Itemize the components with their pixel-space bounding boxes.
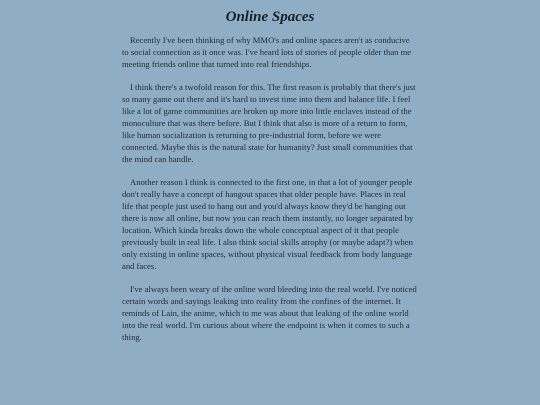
paragraph: I've always been weary of the online word bleeding into the real world. I've noticed certain words and sayings leaking into reality from the confines of the internet. It reminds of Lain, the anime, which to me was about that leaking of the online world into the real world. I'm curious about where the endpoint is when it comes to such a thing. bbox=[122, 284, 417, 342]
page-title: Online Spaces bbox=[225, 9, 315, 25]
paragraph: Recently I've been thinking of why MMO's and online spaces aren't as conducive to social connection as it once was. I've heard lots of stories of people older than me meeting friends online that turned into real friendships. bbox=[122, 35, 412, 69]
paragraph: I think there's a twofold reason for this. The first reason is probably that there's just so many game out there and it's hard to invest time into them and balance life. I feel like a lot of game communities are broken up more into little enclaves instead of the monoculture that was there before. But I think that also is more of a return to form, like human socialization is returning to pre-industrial form, before we were connected. Maybe this is the natural state for humanity? Just small communities that the mind can handle. bbox=[122, 82, 416, 164]
article-body bbox=[122, 34, 418, 343]
paragraph: Another reason I think is connected to the first one, in that a lot of younger people don't really have a concept of hangout spaces that older people have. Places in real life that people just used to hang out and you'd always know they'd be hanging out there is now all online, but now you can reach them instantly, no longer separated by location. Which kinda breaks down the whole conceptual aspect of it that people previously built in real life. I also think social skills atrophy (or maybe adapt?) when only existing in online spaces, without physical visual feedback from body language and faces. bbox=[122, 177, 414, 271]
